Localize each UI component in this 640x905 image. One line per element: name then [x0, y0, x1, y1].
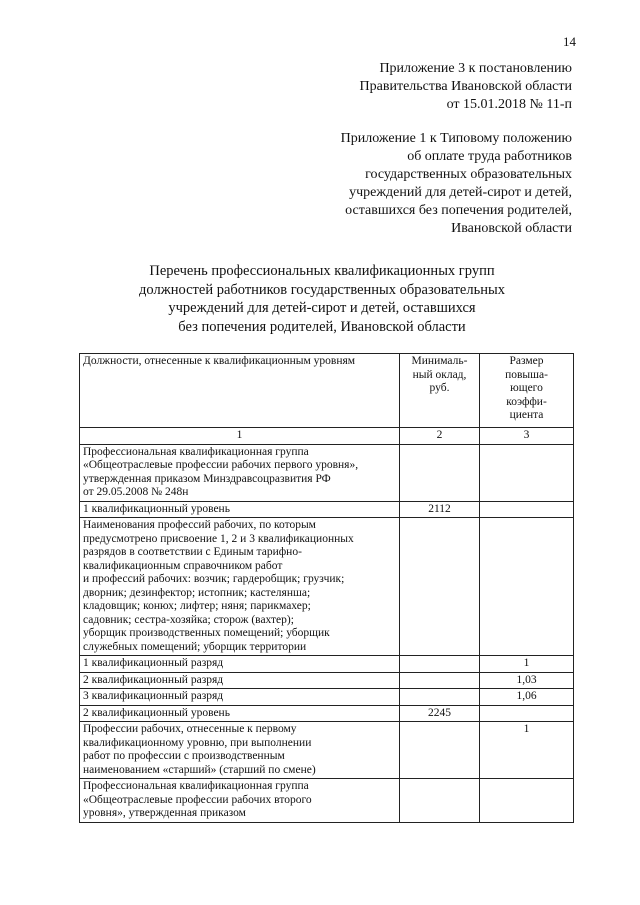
- page-number: 14: [563, 34, 576, 49]
- column-number-2: 2: [400, 428, 480, 445]
- min-salary-cell: [400, 722, 480, 779]
- appendix-3-line: Правительства Ивановской области: [359, 79, 572, 94]
- table-row: [80, 779, 574, 823]
- position-line: и профессий рабочих: возчик; гардеробщик; грузчик;: [83, 573, 345, 585]
- coefficient-cell: 1: [480, 722, 574, 779]
- position-line: Профессиональная квалификационная группа: [83, 445, 309, 458]
- position-line: Профессиональная квалификационная группа: [83, 780, 309, 792]
- position-line: разрядов в соответствии с Единым тарифно-: [83, 546, 302, 558]
- position-cell: [80, 722, 400, 779]
- table-column-numbers-row: [80, 428, 574, 445]
- position-line: 1 квалификационный уровень: [83, 502, 230, 515]
- min-salary-cell: 2112: [400, 501, 480, 518]
- document-title: [64, 262, 580, 336]
- coefficient-cell: 1,03: [480, 672, 574, 689]
- coefficient-cell: 1: [480, 656, 574, 673]
- table-row: [80, 656, 574, 673]
- table-row: [80, 672, 574, 689]
- min-salary-cell: [400, 444, 480, 501]
- position-line: «Общеотраслевые профессии рабочих первого уровня»,: [83, 459, 359, 471]
- position-line: 2 квалификационный уровень: [83, 706, 230, 719]
- position-line: уборщик производственных помещений; уборщик: [83, 627, 330, 639]
- table-row: [80, 722, 574, 779]
- position-line: дворник; дезинфектор; истопник; кастелянша;: [83, 586, 311, 599]
- header-min-salary-line: Минималь-: [411, 355, 468, 367]
- position-line: кладовщик; конюх; лифтер; няня; парикмахер;: [83, 600, 311, 612]
- position-line: «Общеотраслевые профессии рабочих второго: [83, 793, 312, 806]
- appendix-1-line: оставшихся без попечения родителей,: [345, 203, 572, 218]
- min-salary-cell: [400, 779, 480, 823]
- position-cell: [80, 656, 400, 673]
- position-line: служебных помещений; уборщик территории: [83, 640, 307, 653]
- position-cell: [80, 705, 400, 722]
- position-line: работ по профессии с производственным: [83, 750, 285, 762]
- position-line: квалификационным справочником работ: [83, 559, 283, 572]
- position-line: садовник; сестра-хозяйка; сторож (вахтер);: [83, 613, 294, 626]
- position-line: утвержденная приказом Минздравсоцразвития РФ: [83, 472, 331, 485]
- position-cell: [80, 501, 400, 518]
- header-min-salary-line: ный оклад,: [412, 368, 467, 381]
- coefficient-cell: [480, 705, 574, 722]
- position-cell: [80, 672, 400, 689]
- appendix-3-line: от 15.01.2018 № 11-п: [446, 97, 572, 112]
- position-line: 3 квалификационный разряд: [83, 690, 224, 702]
- position-line: Наименования профессий рабочих, по которым: [83, 519, 316, 531]
- position-line: квалификационному уровню, при выполнении: [83, 736, 312, 749]
- appendix-1-line: об оплате труда работников: [407, 149, 572, 164]
- header-min-salary-line: руб.: [429, 382, 450, 394]
- table-row: [80, 518, 574, 656]
- coefficient-cell: 1,06: [480, 689, 574, 706]
- qualification-groups-table: [79, 353, 574, 823]
- min-salary-cell: [400, 518, 480, 656]
- position-line: 2 квалификационный разряд: [83, 673, 224, 686]
- position-cell: [80, 779, 400, 823]
- appendix-1-reference: [341, 130, 572, 238]
- header-coefficient: [480, 354, 574, 428]
- column-number-1: 1: [80, 428, 400, 445]
- table-row: [80, 444, 574, 501]
- position-line: 1 квалификационный разряд: [83, 657, 224, 669]
- title-line: без попечения родителей, Ивановской области: [178, 318, 466, 335]
- header-coefficient-line: повыша-: [505, 368, 548, 381]
- header-coefficient-line: коэффи-: [506, 395, 547, 408]
- table-header-row: [80, 354, 574, 428]
- header-coefficient-line: Размер: [509, 355, 544, 367]
- position-line: наименованием «старший» (старший по смене): [83, 763, 316, 776]
- position-line: Профессии рабочих, отнесенные к первому: [83, 723, 297, 735]
- appendix-1-line: учреждений для детей-сирот и детей,: [349, 185, 572, 200]
- coefficient-cell: [480, 779, 574, 823]
- header-positions: Должности, отнесенные к квалификационным уровням: [80, 354, 400, 428]
- title-line: Перечень профессиональных квалификационных групп: [149, 263, 495, 279]
- appendix-1-line: Приложение 1 к Типовому положению: [340, 131, 572, 146]
- coefficient-cell: [480, 501, 574, 518]
- position-line: от 29.05.2008 № 248н: [83, 486, 189, 498]
- min-salary-cell: 2245: [400, 705, 480, 722]
- title-line: должностей работников государственных образовательных: [139, 281, 505, 298]
- table-row: [80, 705, 574, 722]
- column-number-3: 3: [480, 428, 574, 445]
- appendix-3-line: Приложение 3 к постановлению: [379, 61, 572, 76]
- header-min-salary: [400, 354, 480, 428]
- header-coefficient-line: ющего: [510, 382, 543, 394]
- title-line: учреждений для детей-сирот и детей, оставшихся: [168, 300, 476, 316]
- min-salary-cell: [400, 689, 480, 706]
- table-row: [80, 689, 574, 706]
- position-cell: [80, 518, 400, 656]
- appendix-1-line: Ивановской области: [451, 221, 572, 236]
- header-coefficient-line: циента: [509, 409, 544, 421]
- position-cell: [80, 689, 400, 706]
- min-salary-cell: [400, 656, 480, 673]
- position-line: уровня», утвержденная приказом: [83, 807, 246, 819]
- coefficient-cell: [480, 444, 574, 501]
- min-salary-cell: [400, 672, 480, 689]
- position-cell: [80, 444, 400, 501]
- appendix-3-reference: [360, 60, 572, 114]
- position-line: предусмотрено присвоение 1, 2 и 3 квалификационных: [83, 532, 354, 545]
- appendix-1-line: государственных образовательных: [365, 167, 572, 182]
- table-row: [80, 501, 574, 518]
- coefficient-cell: [480, 518, 574, 656]
